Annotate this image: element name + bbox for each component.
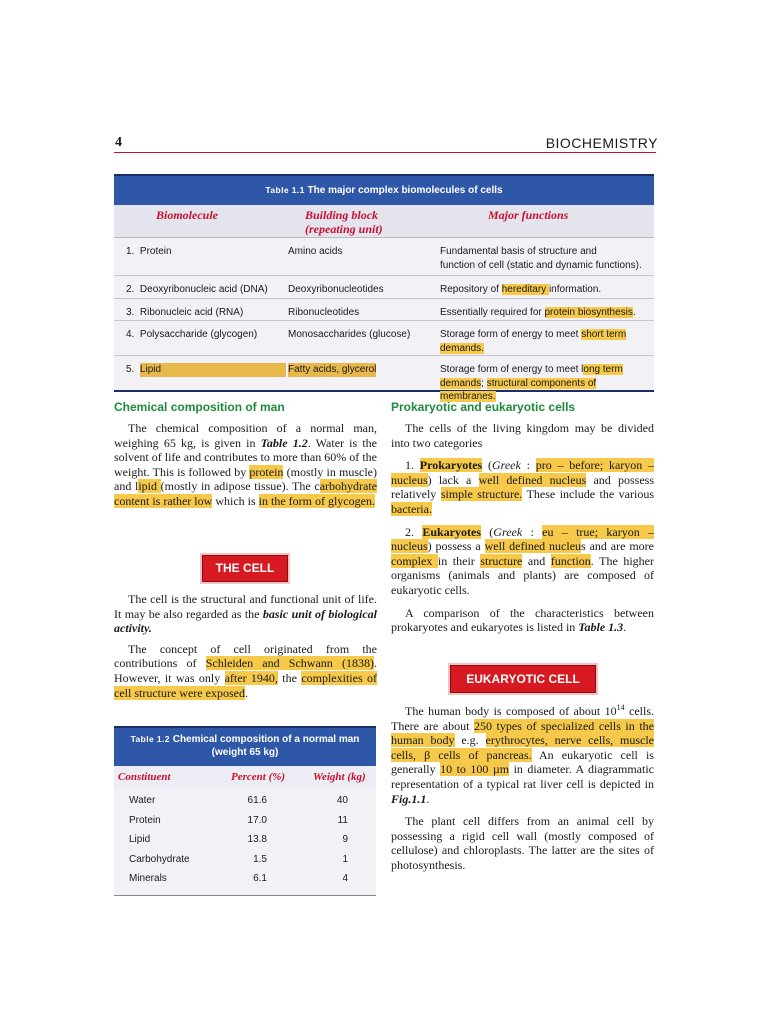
paragraph xyxy=(391,458,654,516)
term-eukaryotes: Eukaryotes xyxy=(422,524,481,539)
table-row xyxy=(114,811,376,831)
highlight: well defined nucleus xyxy=(478,472,587,487)
highlight: demands. xyxy=(440,342,484,354)
highlight: ong term xyxy=(583,364,623,375)
header-major-functions: Major functions xyxy=(488,208,569,222)
function-line2: function of cell (static and dynamic functions). xyxy=(440,259,642,271)
table-row xyxy=(114,850,376,870)
running-head: BIOCHEMISTRY xyxy=(545,135,658,151)
eukaryotic-cell-heading-box: EUKARYOTIC CELL xyxy=(450,665,596,693)
text-greek: Greek xyxy=(493,524,523,539)
term-prokaryotes: Prokaryotes xyxy=(419,458,483,473)
table-ref: Table 1.3 xyxy=(578,620,624,635)
paragraph xyxy=(391,606,654,635)
superscript: 14 xyxy=(616,703,625,712)
table-label: Table 1.1 xyxy=(265,185,305,195)
highlight: ipid xyxy=(138,479,161,494)
table-body xyxy=(114,788,376,895)
table-subtitle: (weight 65 kg) xyxy=(211,747,279,758)
emphasis: basic unit of biological activity. xyxy=(114,606,377,636)
row-building-block: Fatty acids, glycerol xyxy=(288,364,377,375)
highlight: complex xyxy=(391,553,438,568)
row-function xyxy=(440,328,650,355)
table-row xyxy=(114,830,376,850)
table-title: The major complex biomolecules of cells xyxy=(307,185,503,196)
table-ref: Table 1.2 xyxy=(260,435,308,450)
highlight: bacteria. xyxy=(391,501,432,516)
text: The plant cell differs from an animal cell by possessing a rigid cell wall (mostly composed of cellulose) and chloroplasts. The latter are the sites of photosynthesis. xyxy=(391,814,654,872)
row-number: 5. xyxy=(126,364,135,375)
cell-weight: 11 xyxy=(337,814,348,826)
text: An eukaryotic cell is generally xyxy=(391,747,654,777)
table-row xyxy=(114,238,654,276)
highlight: structural components of membranes. xyxy=(440,377,597,402)
highlight: in the form of glycogen. xyxy=(258,493,375,508)
header-constituent: Constituent xyxy=(118,771,171,783)
highlight: function xyxy=(550,553,591,568)
paragraph xyxy=(391,525,654,598)
table-row xyxy=(114,299,654,321)
text: ) lack a xyxy=(427,472,479,487)
text: : xyxy=(522,524,543,539)
table-row xyxy=(114,321,654,356)
row-number: 3. xyxy=(126,307,135,318)
header-building-block-line2: (repeating unit) xyxy=(305,222,383,236)
text: The chemical composition of a normal man, weighing 65 kg, is given in xyxy=(114,421,377,450)
function-text: Storage form of energy to meet l xyxy=(440,364,584,375)
table-row xyxy=(114,276,654,299)
paragraph xyxy=(114,592,377,636)
chemical-composition-text xyxy=(114,421,377,515)
table-row xyxy=(114,791,376,811)
row-name: Protein xyxy=(139,246,172,257)
highlight: Schleiden and Schwann (1838) xyxy=(205,656,374,671)
highlight: arbohydrate content is rather low xyxy=(114,479,377,508)
text: The concept of cell originated from the contributions of xyxy=(114,641,377,671)
row-name: Ribonucleic acid (RNA) xyxy=(139,307,244,318)
row-name: Deoxyribonucleic acid (DNA) xyxy=(139,284,268,295)
highlight: well defined nucleu xyxy=(484,539,582,554)
highlight: protein biosynthesis xyxy=(544,307,633,318)
cell-percent: 17.0 xyxy=(247,814,267,826)
row-biomolecule xyxy=(126,306,243,320)
eukaryotic-text xyxy=(391,704,654,879)
text: 1. xyxy=(405,458,420,473)
text: These include the various xyxy=(522,487,655,502)
row-building-block: Deoxyribonucleotides xyxy=(288,284,384,295)
cell-weight: 9 xyxy=(342,834,348,846)
cell-constituent: Water xyxy=(129,795,156,806)
cell-percent: 13.8 xyxy=(247,834,267,846)
paragraph xyxy=(391,421,654,450)
function-text: information. xyxy=(548,284,602,295)
row-function xyxy=(440,283,650,297)
text: (mostly in muscle) and l xyxy=(114,464,377,494)
cell-percent: 61.6 xyxy=(247,795,267,806)
text: (mostly in adipose tissue). The c xyxy=(160,479,320,494)
cell-constituent: Lipid xyxy=(129,834,151,846)
text: . xyxy=(244,685,248,700)
row-biomolecule xyxy=(126,363,286,377)
cell-weight: 4 xyxy=(342,873,348,885)
the-cell-text xyxy=(114,592,377,706)
row-name: Polysaccharide (glycogen) xyxy=(139,329,258,340)
highlight: eu – true; karyon – nucleus xyxy=(391,524,654,554)
header-rule xyxy=(114,152,656,153)
text: . Water is the solvent of life and contributes to more than 60% of the weight. This is followed by xyxy=(114,435,378,479)
table-row xyxy=(114,869,376,889)
text: ( xyxy=(482,458,492,473)
row-biomolecule xyxy=(126,245,172,259)
function-line1: Fundamental basis of structure and xyxy=(440,246,597,257)
row-number: 1. xyxy=(126,246,135,257)
section-title-chemical-composition: Chemical composition of man xyxy=(114,400,285,414)
table-caption xyxy=(114,726,376,766)
text: The cells of the living kingdom may be divided into two categories xyxy=(391,421,654,450)
text: . xyxy=(623,620,627,635)
the-cell-heading-box: THE CELL xyxy=(202,555,288,582)
text: . The higher organisms (animals and plants) are composed of eukaryotic cells. xyxy=(391,553,654,597)
text: cells. There are about xyxy=(391,704,654,733)
highlight: 250 types of specialized cells in the human body xyxy=(391,718,654,748)
function-text: Storage form of energy to meet xyxy=(440,329,582,340)
table-1-1 xyxy=(114,174,654,402)
text: ) possess a xyxy=(427,539,485,554)
cell-constituent: Minerals xyxy=(129,873,167,885)
header-weight: Weight (kg) xyxy=(313,771,366,783)
function-text: Repository of xyxy=(440,284,502,295)
cell-percent: 1.5 xyxy=(253,853,267,865)
highlight: pro – before; karyon – nucleus xyxy=(391,458,655,487)
figure-ref: Fig.1.1 xyxy=(391,791,427,806)
text: which is xyxy=(212,493,259,508)
row-building-block: Ribonucleotides xyxy=(288,307,360,318)
text: . xyxy=(426,791,430,806)
header-building-block xyxy=(305,208,383,236)
row-biomolecule xyxy=(126,283,268,297)
row-building-block: Amino acids xyxy=(288,246,343,257)
highlight: after 1940, xyxy=(224,670,278,685)
row-function xyxy=(440,363,650,404)
text: and xyxy=(522,553,551,568)
text-greek: Greek xyxy=(491,458,521,473)
highlight: complexities of cell structure were exposed xyxy=(114,670,377,700)
paragraph xyxy=(391,814,654,872)
text: e.g. xyxy=(454,733,486,748)
table-row xyxy=(114,356,654,402)
text: A comparison of the characteristics between prokaryotes and eukaryotes is listed in xyxy=(391,605,654,635)
row-biomolecule xyxy=(126,328,257,342)
paragraph xyxy=(391,704,654,806)
text: 2. xyxy=(405,524,423,539)
table-label: Table 1.2 xyxy=(130,734,170,744)
row-number: 4. xyxy=(126,329,135,340)
highlight: 10 to 100 µm xyxy=(440,762,510,777)
prokaryotic-text xyxy=(391,421,654,641)
table-title: Chemical composition of a normal man xyxy=(172,734,360,745)
text: : xyxy=(520,458,536,473)
table-1-2 xyxy=(114,726,376,896)
function-text: Essentially required for xyxy=(440,307,545,318)
text: s and are more xyxy=(581,539,654,554)
header-building-block-line1: Building block xyxy=(305,208,379,222)
text: The human body is composed of about 10 xyxy=(405,704,617,718)
header-percent: Percent (%) xyxy=(231,771,286,783)
paragraph xyxy=(114,421,377,509)
cell-weight: 40 xyxy=(336,795,348,806)
row-name: Lipid xyxy=(140,363,286,377)
highlight: protein xyxy=(249,464,284,479)
text: the xyxy=(277,670,302,685)
table-caption xyxy=(114,174,654,205)
row-function xyxy=(440,245,650,272)
paragraph xyxy=(114,642,377,700)
highlight: erythrocytes, nerve cells, muscle cells, β cells of pancreas. xyxy=(391,733,654,762)
row-function xyxy=(440,306,650,320)
text: in their xyxy=(437,553,481,568)
function-text: . xyxy=(632,307,636,318)
page-number: 4 xyxy=(115,135,122,150)
row-number: 2. xyxy=(126,284,135,295)
text: The cell is the structural and functional unit of life. It may be also regarded as the xyxy=(114,592,377,621)
highlight: structure xyxy=(480,553,523,568)
text: in diameter. A diagrammatic representation of a typical rat liver cell is depicted in xyxy=(391,762,654,791)
section-title-prokaryotic-eukaryotic: Prokaryotic and eukaryotic cells xyxy=(391,400,576,414)
table-header-row xyxy=(114,205,654,238)
cell-constituent: Carbohydrate xyxy=(129,853,190,865)
cell-weight: 1 xyxy=(342,853,348,865)
text: ( xyxy=(480,524,494,539)
table-header-row xyxy=(114,766,376,788)
function-text: ; xyxy=(481,377,487,389)
highlight: short term xyxy=(581,329,627,340)
text: and possess relatively xyxy=(391,472,654,502)
text: . However, it was only xyxy=(114,656,377,685)
cell-percent: 6.1 xyxy=(253,873,267,885)
highlight: hereditary xyxy=(501,284,549,295)
highlight: simple structure. xyxy=(440,487,523,502)
cell-constituent: Protein xyxy=(129,814,161,826)
highlight: demands xyxy=(440,377,482,389)
row-building-block: Monosaccharides (glucose) xyxy=(288,329,411,340)
header-biomolecule: Biomolecule xyxy=(156,208,218,222)
